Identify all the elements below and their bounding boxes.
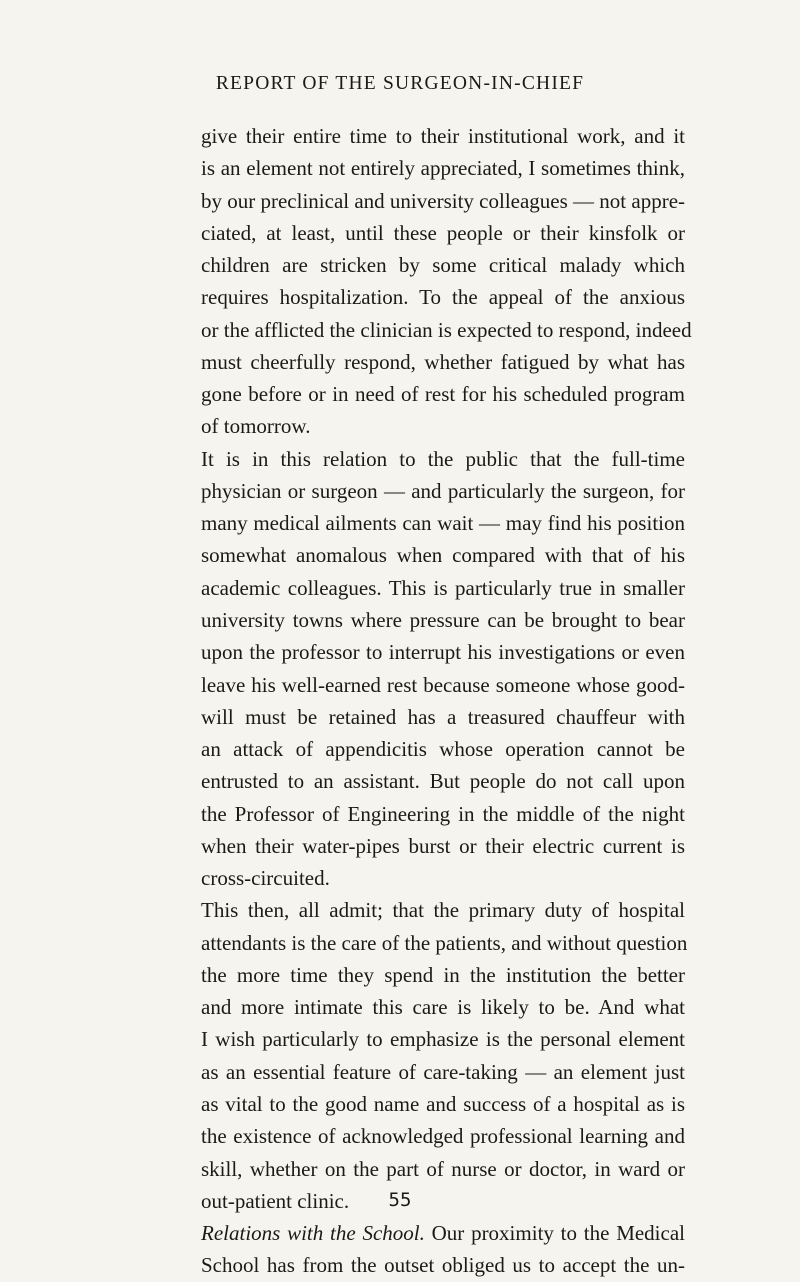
section-heading: Relations with the School. <box>201 1221 425 1246</box>
text-line: requires hospitalization. To the appeal of the anxious <box>201 285 685 310</box>
page-number: 55 <box>388 1189 412 1211</box>
text-line: many medical ailments can wait — may find his position <box>201 511 685 536</box>
text-line: children are stricken by some critical malady which <box>201 253 685 278</box>
running-head: REPORT OF THE SURGEON-IN-CHIEF <box>215 73 585 94</box>
text-line: somewhat anomalous when compared with that of his <box>201 543 685 568</box>
text-line: leave his well-earned rest because someone whose good- <box>201 672 685 697</box>
text-line <box>201 1217 685 1249</box>
text-line: cross-circuited. <box>201 866 330 891</box>
text-line: gone before or in need of rest for his scheduled program <box>201 382 685 407</box>
text-line: skill, whether on the part of nurse or doctor, in ward or <box>201 1156 685 1181</box>
text-line: give their entire time to their institutional work, and it <box>201 124 685 148</box>
text-line: the more time they spend in the institution the better <box>201 962 685 987</box>
text-line: It is in this relation to the public that the full-time <box>201 446 685 471</box>
text-line: ciated, at least, until these people or their kinsfolk or <box>201 220 685 245</box>
text-line: out-patient clinic. <box>201 1188 350 1213</box>
text-line: This then, all admit; that the primary duty of hospital <box>201 898 685 923</box>
text-line: attendants is the care of the patients, and without question <box>201 930 688 955</box>
text-line: the Professor of Engineering in the middle of the night <box>201 801 685 826</box>
text-line: and more intimate this care is likely to be. And what <box>201 995 685 1020</box>
body-text <box>201 120 692 1282</box>
text-line: university towns where pressure can be brought to bear <box>201 607 685 632</box>
text-line: physician or surgeon — and particularly the surgeon, for <box>201 478 685 503</box>
text-line: School has from the outset obliged us to accept the un- <box>201 1253 685 1278</box>
text-line: will must be retained has a treasured chauffeur with <box>201 704 685 729</box>
text-line: must cheerfully respond, whether fatigued by what has <box>201 349 685 374</box>
text-line: upon the professor to interrupt his investigations or even <box>201 640 685 665</box>
text-line: when their water-pipes burst or their electric current is <box>201 833 685 858</box>
text-line: academic colleagues. This is particularly true in smaller <box>201 575 685 600</box>
text-run: Our proximity to the Medical <box>424 1221 685 1246</box>
text-line: or the afflicted the clinician is expected to respond, indeed <box>201 317 692 342</box>
text-line: by our preclinical and university colleagues — not appre- <box>201 188 686 213</box>
text-line: as vital to the good name and success of a hospital as is <box>201 1091 685 1116</box>
text-line: of tomorrow. <box>201 414 311 439</box>
text-line: is an element not entirely appreciated, I sometimes think, <box>201 156 685 181</box>
text-line: as an essential feature of care-taking — an element just <box>201 1059 685 1084</box>
text-line: an attack of appendicitis whose operation cannot be <box>201 737 685 762</box>
text-line: the existence of acknowledged professional learning and <box>201 1124 685 1149</box>
text-line: entrusted to an assistant. But people do not call upon <box>201 769 685 794</box>
text-line: I wish particularly to emphasize is the personal element <box>201 1027 685 1052</box>
